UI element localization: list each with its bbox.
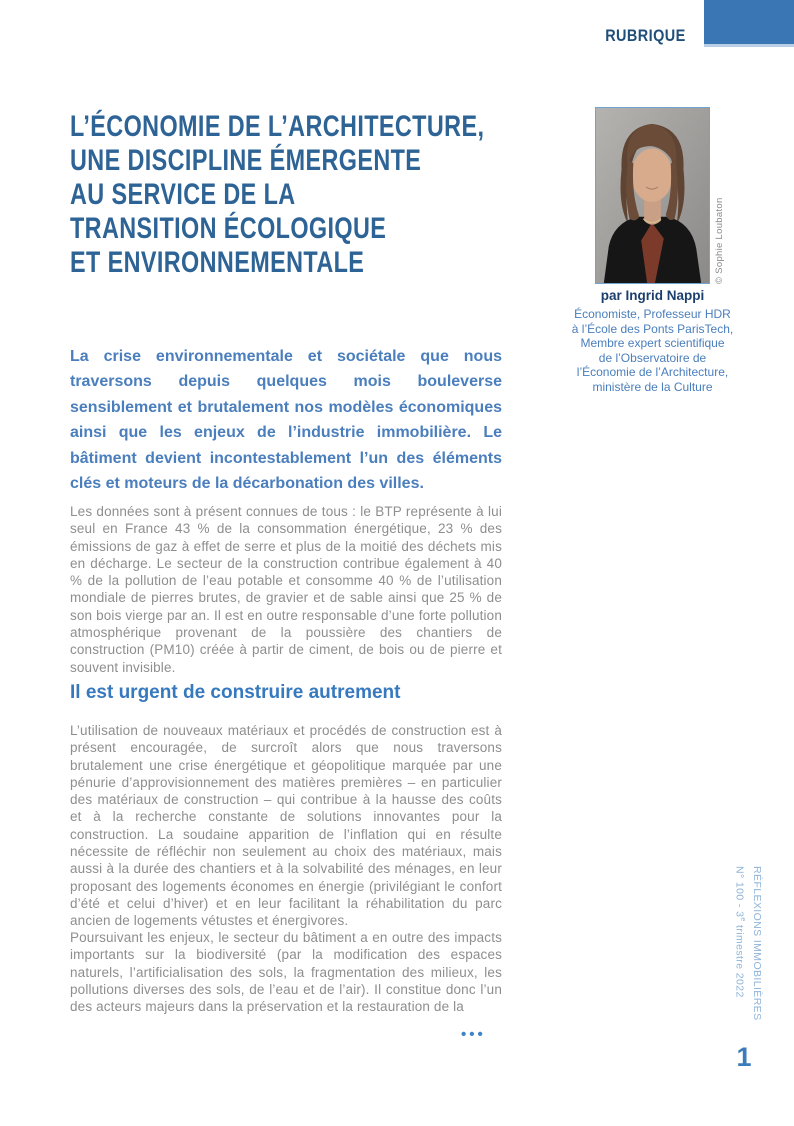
article-title-line: TRANSITION ÉCOLOGIQUE	[70, 212, 387, 245]
article-title-line: ET ENVIRONNEMENTALE	[70, 246, 365, 279]
journal-name: RÉFLEXIONS IMMOBILIÈRES	[751, 866, 763, 1021]
author-bio-line: à l’École des Ponts ParisTech,	[571, 321, 734, 336]
page-number: 1	[736, 1042, 752, 1072]
author-bio-line: Membre expert scientifique	[580, 336, 725, 351]
article-title-line: L’ÉCONOMIE DE L’ARCHITECTURE,	[70, 110, 485, 143]
journal-identifier	[733, 866, 764, 1020]
article-title-line: UNE DISCIPLINE ÉMERGENTE	[70, 144, 422, 177]
section-heading: Il est urgent de construire autrement	[70, 682, 401, 703]
author-bio-line: ministère de la Culture	[592, 379, 713, 394]
article-lede: La crise environnementale et sociétale que nous traversons depuis quelques mois bouleverse sensiblement et brutalement nos modèles économiques ainsi que les enjeux de l’industrie immobilière. Le bâtiment devient incontestablement l’un des éléments clés et moteurs de la décarbonation des villes.	[70, 348, 502, 493]
author-byline: par Ingrid Nappi	[600, 288, 705, 303]
author-bio-line: de l’Observatoire de	[598, 350, 707, 365]
body-paragraph-1: Les données sont à présent connues de tous : le BTP représente à lui seul en France 43 % de la consommation énergétique, 23 % des émissions de gaz à effet de serre et plus de la moitié des déchets mis en décharge. Le secteur de la construction contribue également à 40 % de la pollution de l’eau potable et consomme 40 % de l’utilisation mondiale de pierres brutes, de gravier et de sable ainsi que 25 % de son bois vierge par an. Il est en outre responsable d’une forte pollution atmosphérique provenant de la poussière des chantiers de construction (PM10) créée à partir de ciment, de bois ou de pierre et souvent invisible.	[70, 504, 502, 675]
continuation-dots: •••	[461, 1026, 486, 1043]
rubrique-label: RUBRIQUE	[605, 26, 686, 45]
body-paragraph-3: Poursuivant les enjeux, le secteur du bâtiment a en outre des impacts importants sur la biodiversité (par la modification des espaces naturels, l’artificialisation des sols, la fragmentation des milieux, les pollutions diverses des sols, de l’eau et de l’air). Il constitue donc l’un des acteurs majeurs dans la préservation et la restauration de la	[70, 930, 502, 1015]
journal-issue: N° 100 - 3e trimestre 2022	[734, 866, 747, 998]
author-portrait-illustration	[596, 108, 709, 283]
photo-credit: © Sophie Loubaton	[714, 197, 725, 284]
article-title	[70, 110, 484, 280]
author-bio-line: Économiste, Professeur HDR	[574, 307, 731, 321]
author-photo	[595, 107, 710, 284]
body-paragraph-2: L’utilisation de nouveaux matériaux et procédés de construction est à présent encouragée, de surcroît alors que nous traversons brutalement une crise énergétique et géopolitique marquée par une pénurie d’approvisionnement des matières premières – en particulier des matériaux de construction – qui contribue à la hausse des coûts et à la recherche constante de solutions innovantes pour la construction. La soudaine apparition de l’inflation qui en résulte nécessite de réfléchir non seulement au choix des matériaux, mais aussi à la durée des chantiers et à la solvabilité des ménages, en leur proposant des logements économes en énergie (privilégiant le confort d’été et celui d’hiver) et en leur facilitant la réhabilitation du parc ancien de logements vétustes et énergivores.	[70, 723, 502, 929]
author-block	[560, 288, 745, 395]
article-title-line: AU SERVICE DE LA	[70, 178, 296, 211]
top-accent-bar	[704, 0, 794, 44]
author-bio-line: l’Économie de l’Architecture,	[576, 365, 729, 380]
top-accent-bar-underline	[704, 44, 794, 47]
